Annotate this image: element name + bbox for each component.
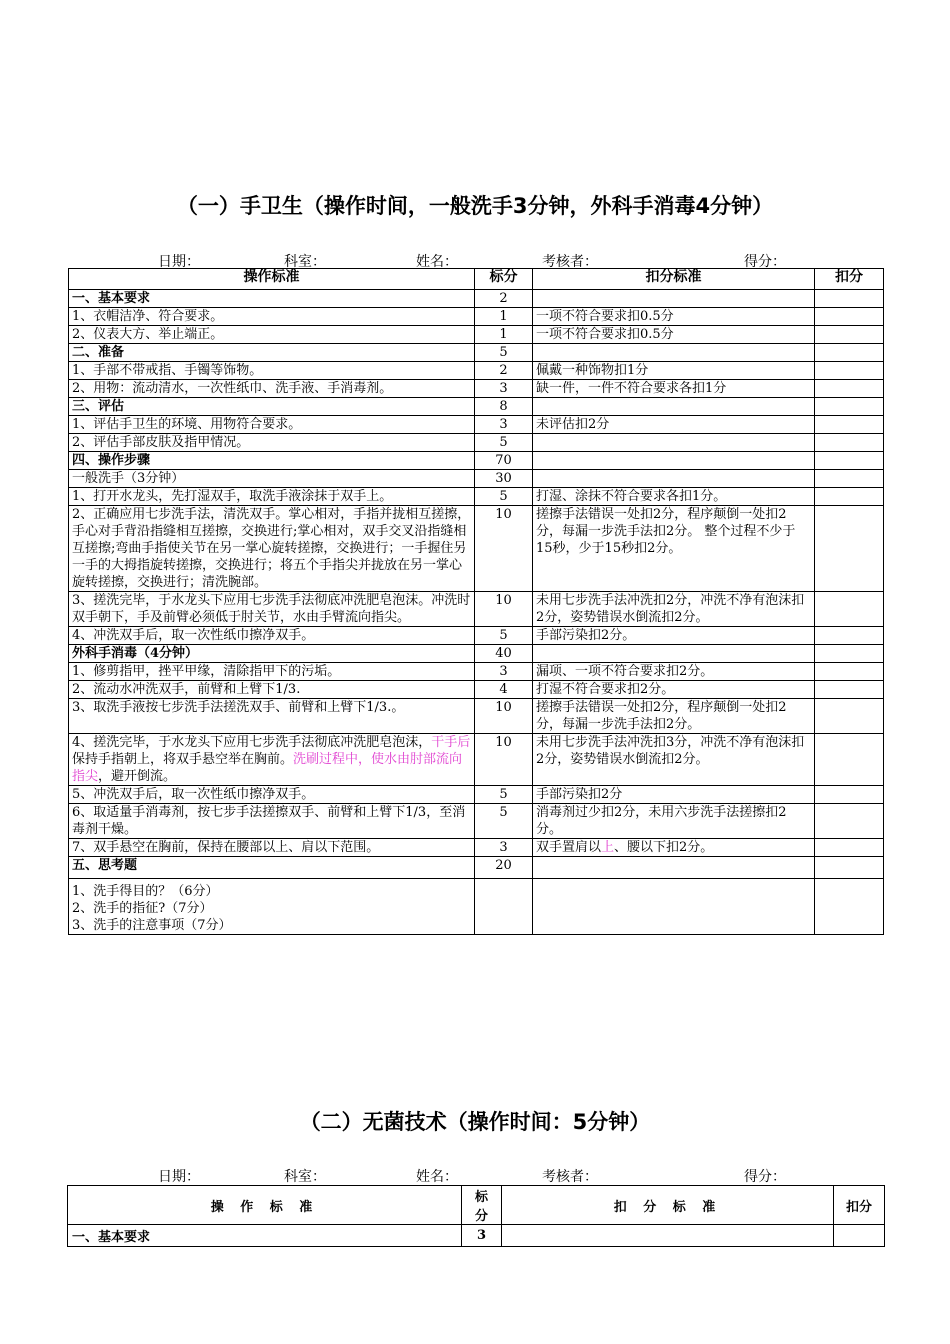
cell-points: 5 xyxy=(475,434,533,452)
table-row xyxy=(69,326,884,344)
cell-deduct xyxy=(815,308,884,326)
cell-standard: 1、手部不带戒指、手镯等饰物。 xyxy=(69,362,475,380)
table-row xyxy=(69,470,884,488)
table-row xyxy=(69,488,884,506)
cell-points: 10 xyxy=(475,592,533,627)
cell-standard: 2、评估手部皮肤及指甲情况。 xyxy=(69,434,475,452)
question-item: 2、洗手的指征?（7分） xyxy=(72,901,213,916)
table-row xyxy=(69,734,884,786)
cell-deduct-standard xyxy=(533,645,815,663)
cell-deduct xyxy=(815,452,884,470)
cell-points: 5 xyxy=(475,786,533,804)
cell-deduct xyxy=(815,699,884,734)
cell-deduct-standard: 消毒剂过少扣2分，未用六步洗手法搓擦扣2分。 xyxy=(533,804,815,839)
name-label: 姓名： xyxy=(416,254,458,270)
cell-standard xyxy=(69,734,475,786)
cell-standard: 2、仪表大方、举止端正。 xyxy=(69,326,475,344)
table-row xyxy=(69,362,884,380)
cell-points: 5 xyxy=(475,804,533,839)
cell-standard: 二、准备 xyxy=(69,344,475,362)
cell-deduct-standard: 佩戴一种饰物扣1分 xyxy=(533,362,815,380)
cell-deduct xyxy=(815,398,884,416)
score-label: 得分： xyxy=(744,1169,786,1185)
table-row xyxy=(69,592,884,627)
cell-deduct xyxy=(815,470,884,488)
cell-deduct xyxy=(815,326,884,344)
cell-standard: 四、操作步骤 xyxy=(69,452,475,470)
cell-deduct-standard xyxy=(533,857,815,879)
cell-deduct xyxy=(815,804,884,839)
header-deduct: 扣分 xyxy=(815,269,884,290)
header-points xyxy=(462,1186,502,1225)
dept-label: 科室： xyxy=(284,1169,326,1185)
cell-deduct xyxy=(815,344,884,362)
cell-standard: 2、正确应用七步洗手法，清洗双手。掌心相对，手指并拢相互搓擦，手心对手背沿指缝相互搓擦，交换进行;掌心相对，双手交叉沿指缝相互搓擦;弯曲手指使关节在另一掌心旋转搓擦，交换进行；一手握住另一手的大拇指旋转搓擦，交换进行；将五个手指尖并拢放在另一掌心旋转搓擦，交换进行；清洗腕部。 xyxy=(69,506,475,592)
cell-deduct xyxy=(815,434,884,452)
cell-deduct-standard xyxy=(533,452,815,470)
cell-deduct-standard xyxy=(502,1225,834,1247)
highlight-text: 上 xyxy=(601,840,615,855)
table-row xyxy=(69,645,884,663)
cell-deduct xyxy=(815,839,884,857)
name-label: 姓名： xyxy=(416,1169,458,1185)
cell-points: 10 xyxy=(475,699,533,734)
table-row xyxy=(69,434,884,452)
cell-standard: 1、衣帽洁净、符合要求。 xyxy=(69,308,475,326)
examiner-label: 考核者： xyxy=(542,254,598,270)
header-standard: 操 作 标 准 xyxy=(68,1186,462,1225)
cell-standard: 外科手消毒（4分钟） xyxy=(69,645,475,663)
hand-hygiene-table xyxy=(68,268,884,935)
cell-deduct-standard xyxy=(533,398,815,416)
table-row xyxy=(69,416,884,434)
cell-deduct xyxy=(815,879,884,935)
table-row xyxy=(69,839,884,857)
text-segment: 保持手指朝上，将双手悬空举在胸前。 xyxy=(72,752,294,767)
header-deduct-standard: 扣分标准 xyxy=(533,269,815,290)
cell-points: 4 xyxy=(475,681,533,699)
cell-deduct xyxy=(834,1225,885,1247)
header-points-line: 分 xyxy=(474,1209,488,1224)
cell-points: 3 xyxy=(475,416,533,434)
cell-deduct xyxy=(815,857,884,879)
cell-standard: 一、基本要求 xyxy=(69,290,475,308)
cell-points: 3 xyxy=(462,1225,502,1247)
cell-points: 3 xyxy=(475,380,533,398)
cell-deduct xyxy=(815,416,884,434)
cell-standard: 3、取洗手液按七步洗手法搓洗双手、前臂和上臂下1/3.。 xyxy=(69,699,475,734)
cell-points: 5 xyxy=(475,488,533,506)
cell-deduct-standard: 一项不符合要求扣0.5分 xyxy=(533,308,815,326)
cell-deduct xyxy=(815,592,884,627)
table-row xyxy=(69,663,884,681)
cell-points: 40 xyxy=(475,645,533,663)
cell-points: 3 xyxy=(475,839,533,857)
cell-deduct xyxy=(815,645,884,663)
cell-points: 2 xyxy=(475,290,533,308)
cell-standard: 1、评估手卫生的环境、用物符合要求。 xyxy=(69,416,475,434)
cell-standard: 5、冲洗双手后，取一次性纸巾擦净双手。 xyxy=(69,786,475,804)
text-segment: 4、搓洗完毕，于水龙头下应用七步洗手法彻底冲洗肥皂泡沫， xyxy=(72,735,432,750)
cell-deduct xyxy=(815,506,884,592)
cell-deduct xyxy=(815,786,884,804)
cell-deduct xyxy=(815,627,884,645)
cell-deduct-standard: 缺一件，一件不符合要求各扣1分 xyxy=(533,380,815,398)
cell-points: 20 xyxy=(475,857,533,879)
cell-deduct-standard: 未用七步洗手法冲洗扣2分，冲洗不净有泡沫扣2分，姿势错误水倒流扣2分。 xyxy=(533,592,815,627)
cell-deduct-standard: 打湿不符合要求扣2分。 xyxy=(533,681,815,699)
cell-deduct xyxy=(815,362,884,380)
date-label: 日期： xyxy=(158,1169,200,1185)
highlight-text: 干手后 xyxy=(431,735,471,750)
cell-standard: 4、冲洗双手后，取一次性纸巾擦净双手。 xyxy=(69,627,475,645)
table-header-row xyxy=(68,1186,885,1225)
cell-deduct-standard: 未评估扣2分 xyxy=(533,416,815,434)
text-segment: 双手置肩以 xyxy=(536,840,602,855)
cell-points xyxy=(475,879,533,935)
table-row xyxy=(69,290,884,308)
cell-points: 2 xyxy=(475,362,533,380)
cell-deduct-standard: 未用七步洗手法冲洗扣3分，冲洗不净有泡沫扣2分，姿势错误水倒流扣2分。 xyxy=(533,734,815,786)
table-row xyxy=(69,398,884,416)
cell-deduct-standard: 一项不符合要求扣0.5分 xyxy=(533,326,815,344)
cell-deduct xyxy=(815,681,884,699)
header-standard: 操作标准 xyxy=(69,269,475,290)
cell-points: 5 xyxy=(475,627,533,645)
table-row xyxy=(69,452,884,470)
table-row xyxy=(69,380,884,398)
table-row xyxy=(69,627,884,645)
table-row xyxy=(69,786,884,804)
cell-deduct-standard xyxy=(533,839,815,857)
cell-points: 1 xyxy=(475,308,533,326)
cell-deduct-standard xyxy=(533,344,815,362)
table-header-row xyxy=(69,269,884,290)
cell-deduct-standard: 漏项、一项不符合要求扣2分。 xyxy=(533,663,815,681)
cell-points: 70 xyxy=(475,452,533,470)
cell-points: 1 xyxy=(475,326,533,344)
table-row xyxy=(69,506,884,592)
table-row xyxy=(69,681,884,699)
cell-deduct-standard: 搓擦手法错误一处扣2分，程序颠倒一处扣2分，每漏一步洗手法扣2分。 xyxy=(533,699,815,734)
cell-deduct xyxy=(815,380,884,398)
header-points: 标分 xyxy=(475,269,533,290)
aseptic-technique-table xyxy=(67,1185,885,1247)
cell-standard: 7、双手悬空在胸前，保持在腰部以上、肩以下范围。 xyxy=(69,839,475,857)
cell-standard: 1、修剪指甲，挫平甲缘，清除指甲下的污垢。 xyxy=(69,663,475,681)
cell-deduct-standard: 手部污染扣2分 xyxy=(533,786,815,804)
question-item: 3、洗手的注意事项（7分） xyxy=(72,918,232,933)
cell-points: 10 xyxy=(475,734,533,786)
cell-deduct-standard: 搓擦手法错误一处扣2分，程序颠倒一处扣2分，每漏一步洗手法扣2分。 整个过程不少于15秒，少于15秒扣2分。 xyxy=(533,506,815,592)
cell-points: 8 xyxy=(475,398,533,416)
table-row xyxy=(68,1225,885,1247)
cell-deduct-standard xyxy=(533,470,815,488)
table-row xyxy=(69,308,884,326)
header-deduct-standard: 扣 分 标 准 xyxy=(502,1186,834,1225)
cell-deduct xyxy=(815,663,884,681)
cell-deduct-standard xyxy=(533,434,815,452)
examiner-label: 考核者： xyxy=(542,1169,598,1185)
cell-questions xyxy=(69,879,475,935)
cell-standard: 2、用物：流动清水，一次性纸巾、洗手液、手消毒剂。 xyxy=(69,380,475,398)
cell-points: 3 xyxy=(475,663,533,681)
header-deduct: 扣分 xyxy=(834,1186,885,1225)
cell-standard: 一般洗手（3分钟） xyxy=(69,470,475,488)
table-row xyxy=(69,699,884,734)
score-label: 得分： xyxy=(744,254,786,270)
text-segment: ，避开倒流。 xyxy=(98,769,177,784)
cell-standard: 2、流动水冲洗双手，前臂和上臂下1/3. xyxy=(69,681,475,699)
cell-standard: 五、思考题 xyxy=(69,857,475,879)
cell-standard: 1、打开水龙头，先打湿双手，取洗手液涂抹于双手上。 xyxy=(69,488,475,506)
cell-deduct-standard: 手部污染扣2分。 xyxy=(533,627,815,645)
highlight-text: 洗刷过程中，使水由肘部流向指尖 xyxy=(72,752,463,784)
cell-deduct xyxy=(815,290,884,308)
header-points-line: 标 xyxy=(474,1190,488,1205)
table-row xyxy=(69,804,884,839)
cell-deduct-standard xyxy=(533,290,815,308)
dept-label: 科室： xyxy=(284,254,326,270)
table-row xyxy=(69,344,884,362)
cell-deduct xyxy=(815,734,884,786)
cell-standard: 三、评估 xyxy=(69,398,475,416)
cell-standard: 6、取适量手消毒剂，按七步手法搓擦双手、前臂和上臂下1/3，至消毒剂干燥。 xyxy=(69,804,475,839)
question-item: 1、洗手得目的？（6分） xyxy=(72,884,219,899)
cell-points: 5 xyxy=(475,344,533,362)
date-label: 日期： xyxy=(158,254,200,270)
cell-standard: 3、搓洗完毕，于水龙头下应用七步洗手法彻底冲洗肥皂泡沫。冲洗时双手朝下，手及前臂必须低于肘关节，水由手臂流向指尖。 xyxy=(69,592,475,627)
table-row xyxy=(69,879,884,935)
cell-points: 30 xyxy=(475,470,533,488)
cell-deduct-standard: 打湿、涂抹不符合要求各扣1分。 xyxy=(533,488,815,506)
cell-deduct xyxy=(815,488,884,506)
cell-standard: 一、基本要求 xyxy=(68,1225,462,1247)
section2-title: （二）无菌技术（操作时间：5分钟） xyxy=(299,1110,651,1134)
cell-deduct-standard xyxy=(533,879,815,935)
table-row xyxy=(69,857,884,879)
cell-points: 10 xyxy=(475,506,533,592)
text-segment: 、腰以下扣2分。 xyxy=(614,840,714,855)
section1-title: （一）手卫生（操作时间，一般洗手3分钟，外科手消毒4分钟） xyxy=(176,194,774,218)
